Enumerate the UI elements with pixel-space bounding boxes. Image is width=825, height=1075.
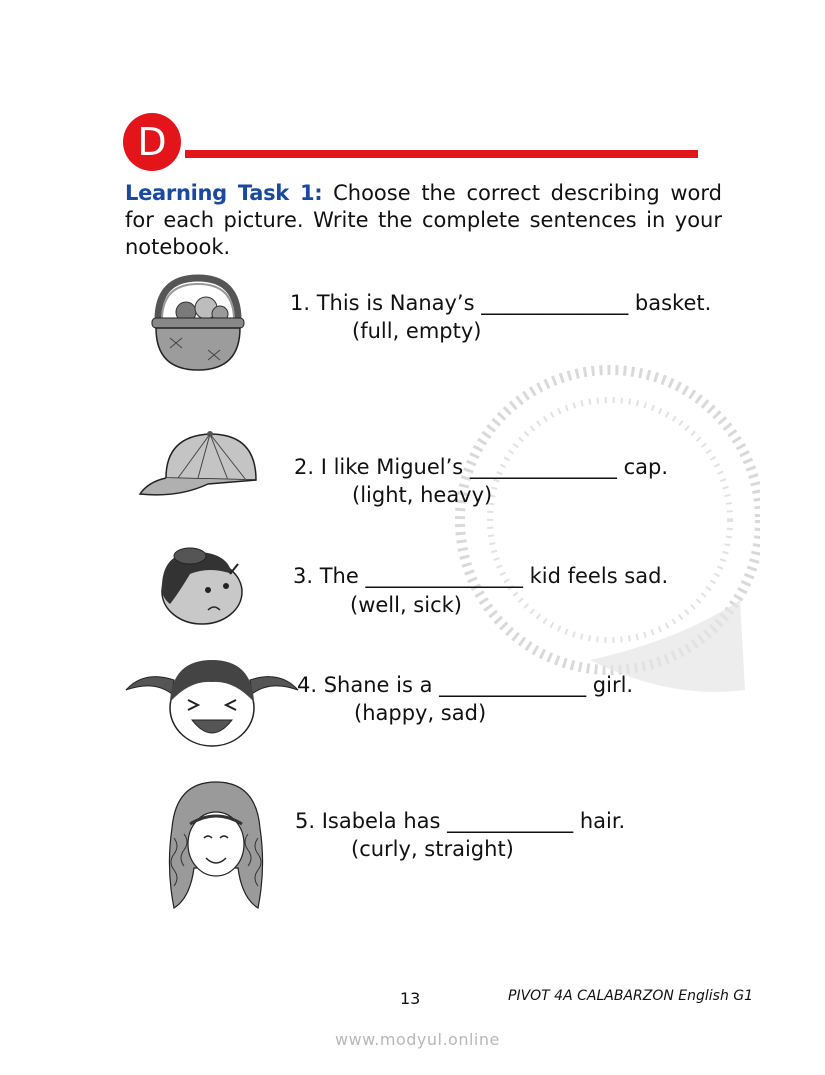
seal-watermark-icon: [440, 330, 760, 730]
item-options: (full, empty): [352, 319, 482, 343]
section-letter-badge: D: [123, 113, 181, 171]
item-options: (well, sick): [350, 593, 462, 617]
website-watermark: www.modyul.online: [335, 1030, 500, 1049]
item-sentence: 4. Shane is a ______________ girl.: [297, 673, 634, 697]
page-number: 13: [400, 989, 421, 1008]
item-sentence: 5. Isabela has ____________ hair.: [295, 809, 626, 833]
happy-girl-icon: [124, 650, 300, 750]
cap-icon: [138, 428, 262, 500]
item-options: (curly, straight): [351, 837, 514, 861]
item-sentence: 2. I like Miguel’s ______________ cap.: [294, 455, 668, 479]
item-options: (light, heavy): [352, 483, 493, 507]
source-label: PIVOT 4A CALABARZON English G1: [508, 988, 754, 1004]
item-options: (happy, sad): [354, 701, 487, 725]
curly-hair-girl-icon: [160, 778, 272, 918]
task-label: Learning Task 1:: [125, 181, 323, 205]
section-title-underline: [185, 150, 698, 158]
task-text: Choose the correct describing word for each picture. Write the complete sentences in your notebook.: [125, 181, 723, 259]
item-sentence: 1. This is Nanay’s ______________ basket.: [290, 291, 712, 315]
item-sentence: 3. The _______________ kid feels sad.: [293, 564, 669, 588]
task-instruction: [125, 180, 722, 261]
sick-kid-icon: [150, 544, 246, 628]
basket-icon: [148, 272, 248, 374]
